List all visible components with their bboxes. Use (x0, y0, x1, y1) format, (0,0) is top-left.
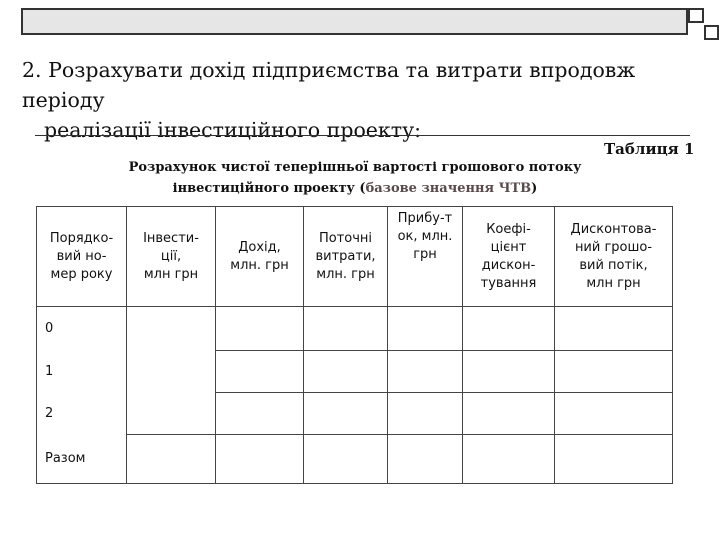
caption-highlight: базове значення ЧТВ (365, 181, 532, 196)
caption-suffix: ) (531, 181, 538, 196)
table-cell (388, 307, 463, 351)
col-header-year: Порядко- вий но- мер року (37, 207, 127, 307)
table-cell (388, 435, 463, 484)
table-cell (463, 351, 555, 393)
table-cell (216, 307, 304, 351)
corner-square-decoration (688, 8, 704, 23)
table-cell (304, 435, 388, 484)
table-cell (304, 351, 388, 393)
row-total-label: Разом (37, 435, 127, 484)
task-heading (22, 55, 702, 145)
table-cell (304, 307, 388, 351)
caption-line2 (100, 178, 610, 199)
task-heading-line2: реалізації інвестиційного проекту: (44, 118, 422, 142)
table-header-row (37, 207, 673, 307)
col-header-investments: Інвести- ції, млн грн (127, 207, 216, 307)
table-cell (555, 393, 673, 435)
task-heading-line1: 2. Розрахувати дохід підприємства та витрати впродовж періоду (22, 58, 636, 112)
table-cell (388, 393, 463, 435)
table-cell (463, 393, 555, 435)
table-cell (127, 435, 216, 484)
row-year-label: 1 (37, 351, 127, 393)
table-cell (304, 393, 388, 435)
row-year-label: 2 (37, 393, 127, 435)
col-header-discount-coef: Коефі- цієнт дискон- тування (463, 207, 555, 307)
table-cell (463, 307, 555, 351)
caption-line1: Розрахунок чистої теперішньої вартості грошового потоку (128, 160, 582, 175)
npv-table (36, 206, 673, 484)
col-header-discounted-flow: Дисконтова- ний грошо- вий потік, млн грн (555, 207, 673, 307)
table-cell (463, 435, 555, 484)
table-cell (216, 435, 304, 484)
col-header-current-costs: Поточні витрати, млн. грн (304, 207, 388, 307)
title-bar-decoration (21, 8, 688, 35)
table-cell (555, 307, 673, 351)
table-row (37, 307, 673, 351)
caption-prefix: інвестиційного проекту ( (172, 181, 366, 196)
table-row-total (37, 435, 673, 484)
table-cell (216, 393, 304, 435)
table-cell (388, 351, 463, 393)
table-cell (216, 351, 304, 393)
table-cell (555, 435, 673, 484)
table-label: Таблиця 1 (604, 140, 695, 158)
table-caption (100, 157, 610, 199)
horizontal-divider (35, 135, 690, 136)
row-year-label: 0 (37, 307, 127, 351)
col-header-profit: Прибу-т ок, млн. грн (388, 207, 463, 307)
corner-square-decoration (704, 25, 719, 40)
col-header-income: Дохід, млн. грн (216, 207, 304, 307)
table-cell (555, 351, 673, 393)
table-cell (127, 307, 216, 435)
